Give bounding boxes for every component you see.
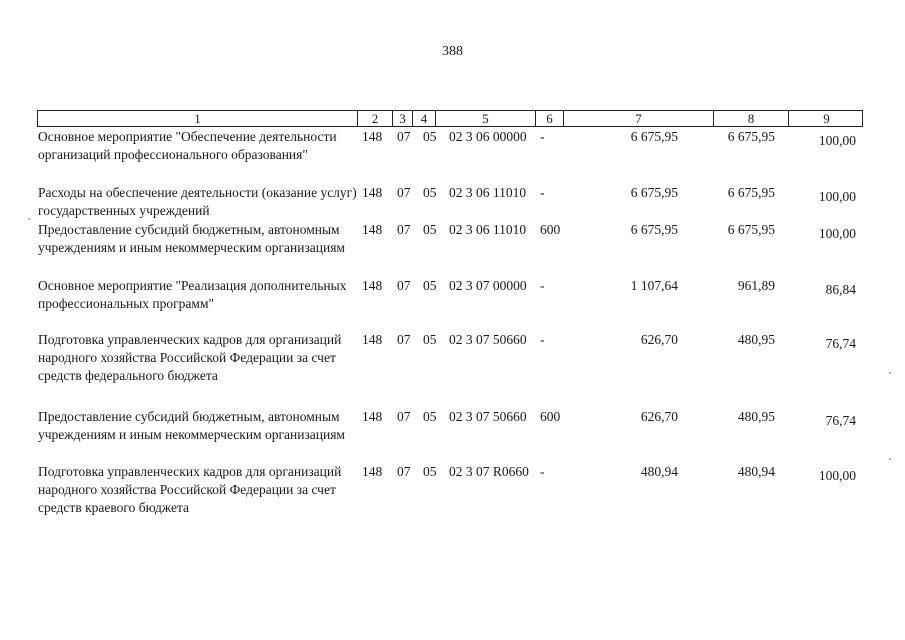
table-header [37, 110, 863, 127]
row-col-8: 961,89 [737, 278, 775, 293]
row-name: Подготовка управленческих кадров для организаций народного хозяйства Российской Федерации за счет средств краевого бюджета [38, 464, 342, 515]
header-col-9: 9 [788, 111, 864, 126]
row-col-6: 600 [540, 222, 561, 237]
row-col-9: 100,00 [818, 189, 856, 204]
header-col-5: 5 [435, 111, 535, 126]
header-col-4: 4 [412, 111, 435, 126]
row-col-7: 480,94 [640, 464, 678, 479]
row-col-3: 07 [397, 129, 411, 144]
page-number: 388 [442, 44, 463, 59]
row-col-7: 6 675,95 [630, 222, 678, 237]
row-col-2: 148 [362, 332, 383, 347]
row-col-4: 05 [423, 409, 437, 424]
row-col-2: 148 [362, 464, 383, 479]
row-col-4: 05 [423, 332, 437, 347]
row-col-3: 07 [397, 222, 411, 237]
row-col-3: 07 [397, 464, 411, 479]
row-col-6: 600 [540, 409, 561, 424]
row-col-6: - [540, 185, 545, 200]
row-col-5: 02 3 07 50660 [449, 409, 527, 424]
row-col-4: 05 [423, 222, 437, 237]
header-col-2: 2 [357, 111, 392, 126]
row-col-5: 02 3 07 R0660 [449, 464, 529, 479]
row-col-2: 148 [362, 222, 383, 237]
row-col-7: 626,70 [640, 409, 678, 424]
row-col-5: 02 3 07 50660 [449, 332, 527, 347]
row-col-4: 05 [423, 129, 437, 144]
row-col-5: 02 3 06 11010 [449, 185, 527, 200]
header-col-8: 8 [713, 111, 788, 126]
row-col-3: 07 [397, 185, 411, 200]
row-col-9: 100,00 [818, 468, 856, 483]
row-col-3: 07 [397, 278, 411, 293]
row-name: Основное мероприятие "Реализация дополнительных профессиональных программ" [38, 278, 347, 311]
row-col-6: - [540, 332, 545, 347]
row-col-8: 6 675,95 [727, 129, 775, 144]
row-col-7: 1 107,64 [630, 278, 678, 293]
row-name: Расходы на обеспечение деятельности (оказание услуг) государственных учреждений [38, 185, 357, 218]
row-col-8: 480,94 [737, 464, 775, 479]
row-name: Предоставление субсидий бюджетным, автономным учреждениям и иным некоммерческим организациям [38, 409, 345, 442]
header-col-7: 7 [563, 111, 713, 126]
row-col-5: 02 3 06 00000 [449, 129, 527, 144]
row-col-9: 76,74 [825, 413, 856, 428]
row-col-5: 02 3 06 11010 [449, 222, 527, 237]
row-col-6: - [540, 129, 545, 144]
scan-speck [889, 372, 891, 374]
row-col-9: 100,00 [818, 133, 856, 148]
header-col-6: 6 [535, 111, 563, 126]
row-col-3: 07 [397, 409, 411, 424]
scan-speck [28, 218, 30, 220]
row-col-8: 6 675,95 [727, 222, 775, 237]
row-col-5: 02 3 07 00000 [449, 278, 527, 293]
row-col-3: 07 [397, 332, 411, 347]
row-name: Подготовка управленческих кадров для организаций народного хозяйства Российской Федерации за счет средств федерального бюджета [38, 332, 342, 383]
row-col-2: 148 [362, 409, 383, 424]
row-col-4: 05 [423, 278, 437, 293]
row-col-6: - [540, 278, 545, 293]
row-col-7: 6 675,95 [630, 185, 678, 200]
row-col-9: 100,00 [818, 226, 856, 241]
row-col-7: 6 675,95 [630, 129, 678, 144]
row-col-8: 6 675,95 [727, 185, 775, 200]
header-col-3: 3 [392, 111, 412, 126]
row-col-4: 05 [423, 464, 437, 479]
row-col-7: 626,70 [640, 332, 678, 347]
header-col-1: 1 [194, 111, 201, 126]
row-col-4: 05 [423, 185, 437, 200]
row-col-6: - [540, 464, 545, 479]
row-name: Предоставление субсидий бюджетным, автономным учреждениям и иным некоммерческим организациям [38, 222, 345, 255]
row-col-8: 480,95 [737, 332, 775, 347]
row-col-9: 86,84 [825, 282, 856, 297]
row-name: Основное мероприятие "Обеспечение деятельности организаций профессионального образования" [38, 129, 337, 162]
scan-speck [889, 458, 891, 460]
row-col-2: 148 [362, 278, 383, 293]
row-col-2: 148 [362, 185, 383, 200]
row-col-9: 76,74 [825, 336, 856, 351]
row-col-8: 480,95 [737, 409, 775, 424]
row-col-2: 148 [362, 129, 383, 144]
